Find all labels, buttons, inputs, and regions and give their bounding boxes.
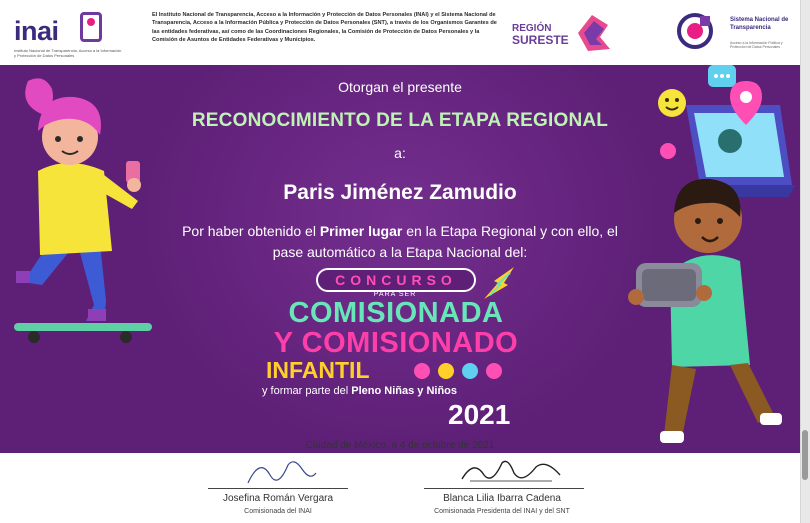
comisionada-title: COMISIONADA [288, 297, 504, 329]
year-text: 2021 [448, 399, 511, 430]
signature-line-1 [208, 488, 348, 489]
vertical-scrollbar[interactable] [800, 0, 810, 523]
region-name: SURESTE [512, 33, 569, 47]
intro-text: Otorgan el presente [338, 79, 462, 95]
search-icon [462, 363, 478, 379]
lightning-icon [480, 265, 520, 301]
signature-1 [240, 455, 320, 489]
desc-suffix: en la Etapa Regional y con ello, el pase automático a la Etapa Nacional del: [272, 223, 618, 260]
infantil-title: INFANTIL [266, 357, 370, 383]
scrollbar-thumb[interactable] [802, 430, 808, 480]
signer-1-role: Comisionada del INAI [244, 508, 312, 515]
institutions-text: El Instituto Nacional de Transparencia, Acceso a la Información y Protección de Datos Personales (INAI) y el Sistema Nacional de Transparencia, Acceso a la Información Pública y Protección de Datos Personales (SNT), a través de los Organismos Garantes de las entidades federativas, así como de las Coordinaciones Regionales, la Comisión de Protección de Datos Personales y la Comisión de Asuntos de Entidades Federativas y Municipios. [152, 12, 497, 43]
region-sureste-logo [508, 9, 620, 57]
inai-logo-text: inai [14, 16, 59, 46]
region-label: REGIÓN [512, 23, 552, 34]
certificate-title: RECONOCIMIENTO DE LA ETAPA REGIONAL [191, 110, 609, 131]
snt-subtitle: Acceso a la Información Pública y Protección de Datos Personales [730, 41, 783, 49]
inai-subtitle: Instituto Nacional de Transparencia, Acceso a la Información y Protección de Datos Personales [14, 48, 122, 58]
inai-logo [14, 10, 124, 58]
heart-icon [486, 363, 502, 379]
formar-parte-text [262, 385, 532, 397]
desc-highlight: Primer lugar [319, 223, 403, 239]
certificate-header [0, 0, 800, 64]
formar-prefix: y formar parte del [262, 385, 352, 397]
inai-mark-icon [80, 12, 102, 42]
to-label: a: [394, 145, 406, 161]
desc-prefix: Por haber obtenido el [182, 223, 320, 239]
para-ser-text: PARA SER [373, 291, 417, 298]
lock-icon [414, 363, 430, 379]
city-date: Ciudad de México, a 4 de octubre de 2021 [305, 440, 495, 451]
signature-2 [456, 455, 566, 489]
region-map-icon [570, 11, 614, 55]
signer-2-role: Comisionada Presidenta del INAI y del SNT [434, 508, 570, 515]
signer-2-name: Blanca Lilia Ibarra Cadena [443, 493, 561, 504]
pleno-text: Pleno Niñas y Niños [351, 385, 458, 397]
award-description [150, 221, 650, 263]
comisionado-title: Y COMISIONADO [273, 327, 519, 359]
snt-logo [672, 10, 792, 54]
certificate-body [0, 65, 800, 453]
chat-icon [438, 363, 454, 379]
signature-line-2 [424, 488, 584, 489]
concurso-badge: CONCURSO [316, 268, 476, 292]
signer-1-name: Josefina Román Vergara [222, 493, 334, 504]
decorative-icons [414, 363, 524, 381]
recipient-name: Paris Jiménez Zamudio [283, 181, 517, 204]
snt-mark-icon [674, 12, 716, 50]
certificate-text-area [0, 65, 800, 453]
snt-title: Sistema Nacional de Transparencia [730, 17, 789, 31]
